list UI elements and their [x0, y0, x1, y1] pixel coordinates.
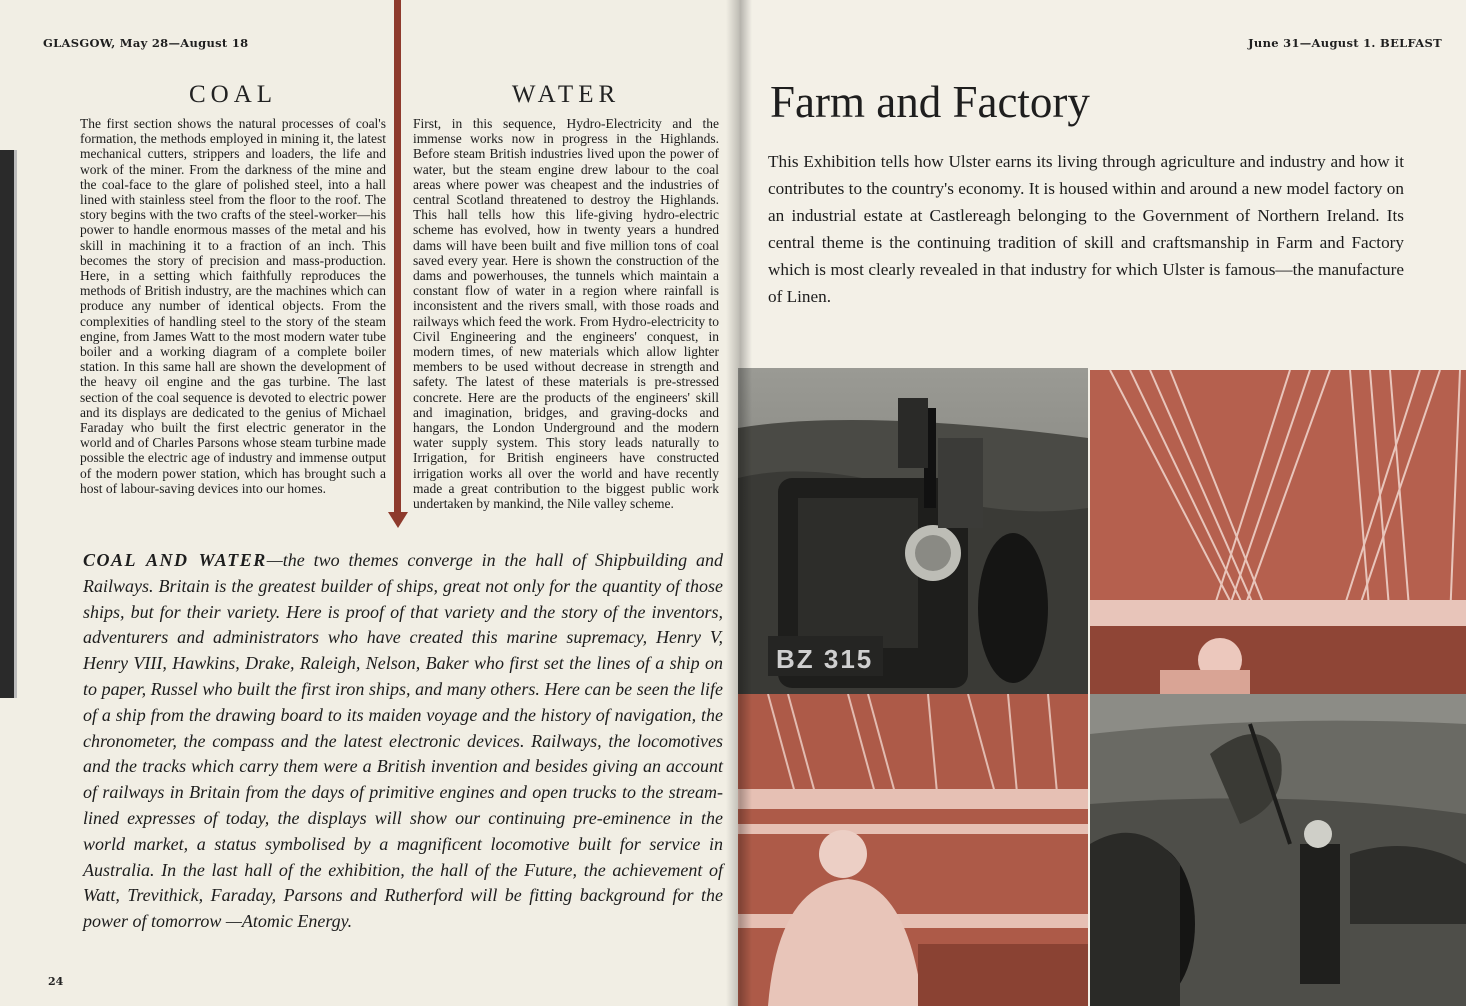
water-heading: WATER: [511, 81, 621, 108]
page-title: Farm and Factory: [770, 77, 1090, 127]
coal-body: The first section shows the natural processes of coal's formation, the methods employed in mining it, the latest mechanical cutters, strippers and loaders, the life and work of the miner. From the darkness of the mine and the coal-face to the glare of polished steel, into a hall lined with stainless steel from the floor to the roof. The story begins with the two crafts of the steel-worker—his power to handle enormous masses of the metal and his skill in machining it to a fraction of an inch. This becomes the story of precision and mass-production. Here, in a setting which faithfully reproduces the methods of British industry, are the machines which can produce any number of identical objects. From the complexities of handling steel to the story of the steam engine, from James Watt to the most modern water tube boiler and a working diagram of a complete boiler station. In this same hall are shown the development of the heavy oil engine and the gas turbine. The last section of the coal sequence is devoted to electric power and its displays are dedicated to the genius of Michael Faraday who built the first electric generator in the world and of Charles Parsons whose steam turbine made possible the electric age of industry and immense output of the modern power station, which has brought such a host of labour-saving devices into our homes.: [80, 116, 386, 496]
running-head-right: June 31—August 1. BELFAST: [1248, 36, 1442, 50]
water-body: First, in this sequence, Hydro-Electricity and the immense works now in progress in the Highlands. Before steam British industries lived upon the power of water, but the steam engine drew labour to the coal areas where power was cheapest and the industries of central Scotland threatened to destroy the Highlands. This hall tells how this life-giving hydro-electric scheme has evolved, how in twenty years a hundred dams will have been built and five million tons of coal saved every year. Here is shown the construction of the dams and powerhouses, the tunnels which maintain a constant flow of water in a region where rainfall is inconsistent and the rivers small, with those roads and railways which feed the work. From Hydro-electricity to Civil Engineering and the engineers' conquest, in modern times, of new materials which allow lighter members to be used without decrease in strength and safety. The latest of these materials is pre-stressed concrete. Here are the products of the engineers' skill and imagination, bridges, and graving-docks and hangars, the London Underground and the modern water supply system. This story leads naturally to Irrigation, for British engineers have constructed irrigation works all over the world and have recently made a great contribution to the biggest public work undertaken by mankind, the Nile valley scheme.: [413, 116, 719, 512]
coal-column: [80, 80, 386, 496]
tractor-photo: [738, 368, 1088, 694]
loom-threads-photo: [1090, 370, 1466, 694]
coal-heading: COAL: [188, 81, 278, 108]
arrow-down-icon: [388, 512, 408, 528]
running-head-left: GLASGOW, May 28—August 18: [43, 36, 249, 50]
coal-and-water-body: —the two themes converge in the hall of Shipbuilding and Railways. Britain is the greatest builder of ships, great not only for the quantity of those ships, but for their variety. Here is proof of that variety and the story of the inventors, adventurers and administrators who have created this marine supremacy, Henry V, Henry VIII, Hawkins, Drake, Raleigh, Nelson, Baker who first set the lines of a ship on to paper, Russel who built the first iron ships, and many others. Here can be seen the life of a ship from the drawing board to its maiden voyage and the history of navigation, the chronometer, the compass and the latest electronic devices. Railways, the locomotives and the tracks which carry them were a British invention and besides giving an account of railways in Britain from the days of primitive engines and open trucks to the stream-lined expresses of today, the displays will show our continuing pre-eminence in the world market, a status symbolised by a magnificent locomotive built for service in Australia. In the last hall of the exhibition, the hall of the Future, the achievement of Watt, Trevithick, Faraday, Parsons and Rutherford will be fitting background for the power of tomorrow —Atomic Energy.: [83, 550, 723, 932]
water-column: [413, 80, 719, 511]
page-number: 24: [48, 975, 64, 988]
intro-paragraph: This Exhibition tells how Ulster earns its living through agriculture and industry and how it contributes to the country's economy. It is housed within and around a new model factory on an industrial estate at Castlereagh belonging to the Government of Northern Ireland. Its central theme is the continuing tradition of skill and craftsmanship in Farm and Factory which is most clearly revealed in that industry for which Ulster is famous—the manufacture of Linen.: [768, 152, 1404, 306]
tractor-plate: BZ 315: [776, 644, 874, 674]
haymaking-photo: [1090, 694, 1466, 1006]
page-edge-strip: [0, 150, 14, 698]
coal-and-water-lead: COAL AND WATER: [83, 550, 267, 570]
coal-and-water-paragraph: [83, 548, 723, 935]
arrow-divider: [394, 0, 401, 515]
right-page: [738, 0, 1466, 1006]
weaver-photo: [738, 694, 1088, 1006]
page-edge-highlight: [14, 150, 17, 698]
